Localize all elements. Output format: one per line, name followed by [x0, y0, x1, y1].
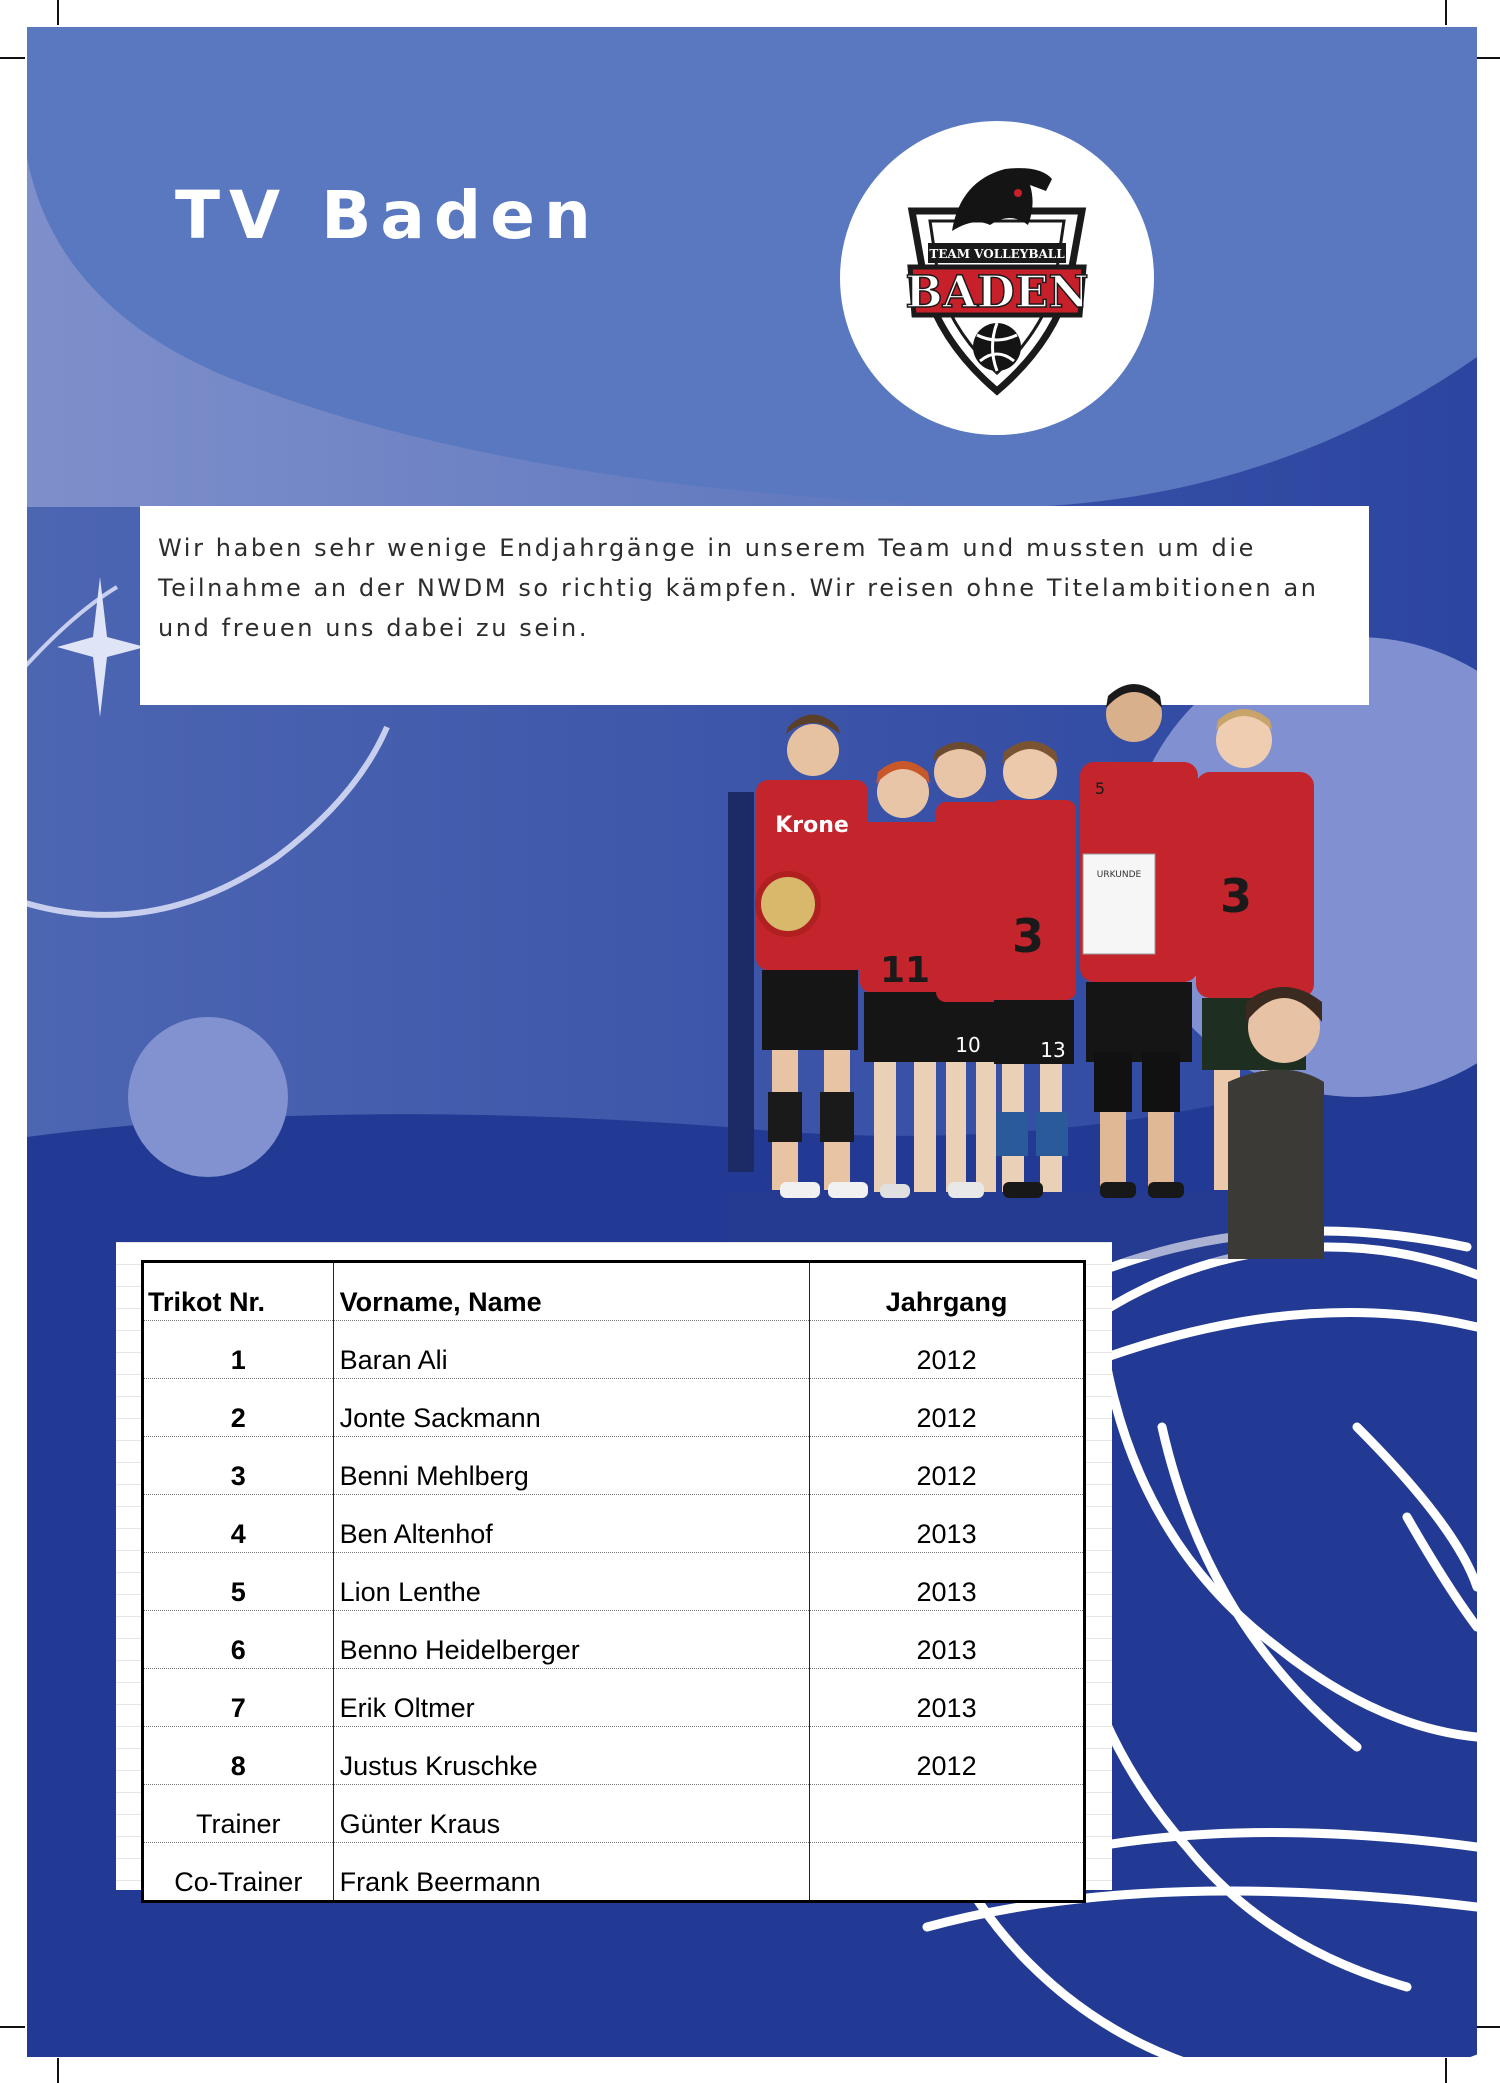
header-trikot-nr: Trikot Nr.: [143, 1262, 334, 1321]
crop-mark: [57, 2058, 59, 2083]
table-row: [143, 1669, 1085, 1727]
empty-cell: [810, 1843, 1085, 1902]
staff-role-cell: Co-Trainer: [143, 1843, 334, 1902]
jersey-number-cell: 5: [143, 1553, 334, 1611]
jersey-number: 11: [879, 950, 931, 991]
jersey-number: 3: [1011, 909, 1045, 963]
crop-mark: [0, 57, 25, 59]
birth-year-cell: 2013: [810, 1495, 1085, 1553]
player-name-cell: Justus Kruschke: [333, 1727, 810, 1785]
empty-cell: [810, 1785, 1085, 1843]
table-row: [143, 1321, 1085, 1379]
jersey-number-cell: 2: [143, 1379, 334, 1437]
roster-table: [141, 1260, 1086, 1903]
player-name-cell: Lion Lenthe: [333, 1553, 810, 1611]
table-row: [143, 1437, 1085, 1495]
roster-header-row: [143, 1262, 1085, 1321]
staff-row: [143, 1785, 1085, 1843]
jersey-number-cell: 1: [143, 1321, 334, 1379]
birth-year-cell: 2013: [810, 1553, 1085, 1611]
jersey-number: 10: [955, 1033, 981, 1057]
player-name-cell: Ben Altenhof: [333, 1495, 810, 1553]
team-logo: [840, 121, 1154, 435]
jersey-number: 3: [1219, 869, 1253, 923]
jersey-number-cell: 6: [143, 1611, 334, 1669]
birth-year-cell: 2012: [810, 1379, 1085, 1437]
crop-mark: [1445, 0, 1447, 25]
crop-mark: [1475, 57, 1500, 59]
crop-mark: [0, 2026, 25, 2028]
jersey-number-cell: 3: [143, 1437, 334, 1495]
team-photo: [728, 672, 1324, 1259]
player-name-cell: Jonte Sackmann: [333, 1379, 810, 1437]
table-row: [143, 1611, 1085, 1669]
player-name-cell: Benno Heidelberger: [333, 1611, 810, 1669]
intro-text: Wir haben sehr wenige Endjahrgänge in unserem Team und mussten um die Teilnahme an der NWDM so richtig kämpfen. Wir reisen ohne Titelambitionen an und freuen uns dabei zu sein.: [140, 506, 1369, 705]
poster-page: [27, 27, 1477, 2057]
table-row: [143, 1727, 1085, 1785]
jersey-number: 5: [1094, 779, 1106, 798]
jersey-number-cell: 8: [143, 1727, 334, 1785]
panther-shield-icon: [840, 121, 1154, 435]
birth-year-cell: 2012: [810, 1727, 1085, 1785]
staff-name-cell: Günter Kraus: [333, 1785, 810, 1843]
jersey-number-cell: 7: [143, 1669, 334, 1727]
birth-year-cell: 2013: [810, 1669, 1085, 1727]
staff-name-cell: Frank Beermann: [333, 1843, 810, 1902]
team-title: TV Baden: [175, 177, 600, 254]
crop-mark: [1445, 2058, 1447, 2083]
player-name-cell: Benni Mehlberg: [333, 1437, 810, 1495]
crop-mark: [57, 0, 59, 25]
crop-mark: [1475, 2026, 1500, 2028]
jersey-number-cell: 4: [143, 1495, 334, 1553]
table-row: [143, 1379, 1085, 1437]
logo-main-text: BADEN: [905, 267, 1089, 318]
header-vorname-name: Vorname, Name: [333, 1262, 810, 1321]
logo-top-text: TEAM VOLLEYBALL: [929, 247, 1065, 261]
staff-role-cell: Trainer: [143, 1785, 334, 1843]
certificate-label: URKUNDE: [1096, 870, 1142, 880]
jersey-number: 13: [1040, 1038, 1066, 1062]
header-jahrgang: Jahrgang: [810, 1262, 1085, 1321]
table-row: [143, 1553, 1085, 1611]
table-row: [143, 1495, 1085, 1553]
birth-year-cell: 2012: [810, 1321, 1085, 1379]
player-name-cell: Erik Oltmer: [333, 1669, 810, 1727]
player-name-cell: Baran Ali: [333, 1321, 810, 1379]
birth-year-cell: 2013: [810, 1611, 1085, 1669]
staff-row: [143, 1843, 1085, 1902]
birth-year-cell: 2012: [810, 1437, 1085, 1495]
photo-sponsor-text: Krone: [775, 813, 849, 838]
